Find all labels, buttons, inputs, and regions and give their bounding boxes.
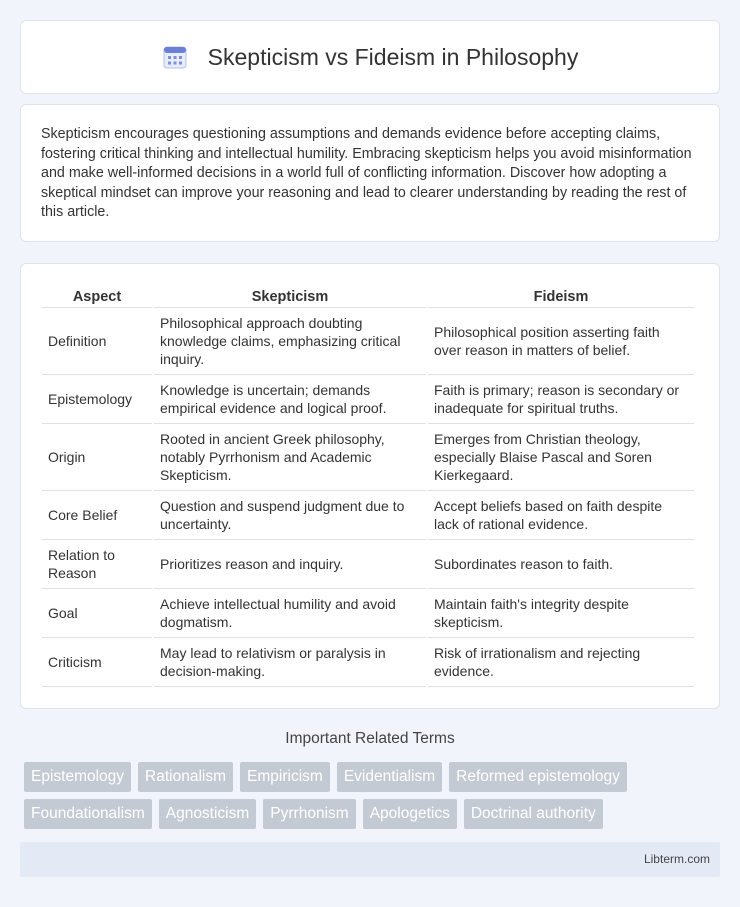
skepticism-cell: Prioritizes reason and inquiry. — [154, 540, 426, 589]
footer — [20, 842, 720, 877]
table-row — [42, 424, 694, 491]
aspect-cell: Definition — [42, 308, 152, 375]
related-term-tag[interactable]: Reformed epistemology — [449, 762, 627, 792]
aspect-cell: Origin — [42, 424, 152, 491]
column-header-skepticism: Skepticism — [154, 284, 426, 308]
table-header-row — [42, 284, 694, 308]
table-row — [42, 540, 694, 589]
title-card — [20, 20, 720, 94]
column-header-aspect: Aspect — [42, 284, 152, 308]
related-term-tag[interactable]: Doctrinal authority — [464, 799, 603, 829]
skepticism-cell: Philosophical approach doubting knowledge claims, emphasizing critical inquiry. — [154, 308, 426, 375]
related-term-tag[interactable]: Agnosticism — [159, 799, 257, 829]
comparison-table — [40, 284, 696, 687]
fideism-cell: Faith is primary; reason is secondary or inadequate for spiritual truths. — [428, 375, 694, 424]
fideism-cell: Philosophical position asserting faith over reason in matters of belief. — [428, 308, 694, 375]
aspect-cell: Core Belief — [42, 491, 152, 540]
table-row — [42, 589, 694, 638]
related-terms-title: Important Related Terms — [285, 730, 455, 747]
fideism-cell: Risk of irrationalism and rejecting evidence. — [428, 638, 694, 687]
fideism-cell: Subordinates reason to faith. — [428, 540, 694, 589]
related-terms-list — [24, 762, 724, 829]
intro-text: Skepticism encourages questioning assumptions and demands evidence before accepting claims, fostering critical thinking and intellectual humility. Embracing skepticism helps you avoid misinformation and make well-informed decisions in a world full of conflicting information. Discover how adopting a skeptical mindset can improve your reasoning and lead to clearer understanding by reading the rest of this article. — [41, 126, 692, 221]
aspect-cell: Criticism — [42, 638, 152, 687]
related-term-tag[interactable]: Apologetics — [363, 799, 457, 829]
skepticism-cell: May lead to relativism or paralysis in decision-making. — [154, 638, 426, 687]
aspect-cell: Goal — [42, 589, 152, 638]
related-term-tag[interactable]: Pyrrhonism — [263, 799, 355, 829]
fideism-cell: Emerges from Christian theology, especially Blaise Pascal and Soren Kierkegaard. — [428, 424, 694, 491]
skepticism-cell: Knowledge is uncertain; demands empirical evidence and logical proof. — [154, 375, 426, 424]
related-term-tag[interactable]: Evidentialism — [337, 762, 442, 792]
skepticism-cell: Achieve intellectual humility and avoid dogmatism. — [154, 589, 426, 638]
site-credit-link[interactable]: Libterm.com — [643, 852, 710, 866]
table-row — [42, 638, 694, 687]
fideism-cell: Accept beliefs based on faith despite lack of rational evidence. — [428, 491, 694, 540]
calendar-icon — [162, 44, 188, 70]
skepticism-cell: Question and suspend judgment due to uncertainty. — [154, 491, 426, 540]
related-term-tag[interactable]: Foundationalism — [24, 799, 152, 829]
comparison-card — [20, 263, 720, 709]
related-term-tag[interactable]: Epistemology — [24, 762, 131, 792]
aspect-cell: Epistemology — [42, 375, 152, 424]
fideism-cell: Maintain faith's integrity despite skepticism. — [428, 589, 694, 638]
related-term-tag[interactable]: Rationalism — [138, 762, 233, 792]
table-row — [42, 375, 694, 424]
related-term-tag[interactable]: Empiricism — [240, 762, 330, 792]
page-title: Skepticism vs Fideism in Philosophy — [207, 43, 579, 70]
intro-card — [20, 104, 720, 242]
column-header-fideism: Fideism — [428, 284, 694, 308]
skepticism-cell: Rooted in ancient Greek philosophy, notably Pyrrhonism and Academic Skepticism. — [154, 424, 426, 491]
table-row — [42, 308, 694, 375]
aspect-cell: Relation to Reason — [42, 540, 152, 589]
table-row — [42, 491, 694, 540]
